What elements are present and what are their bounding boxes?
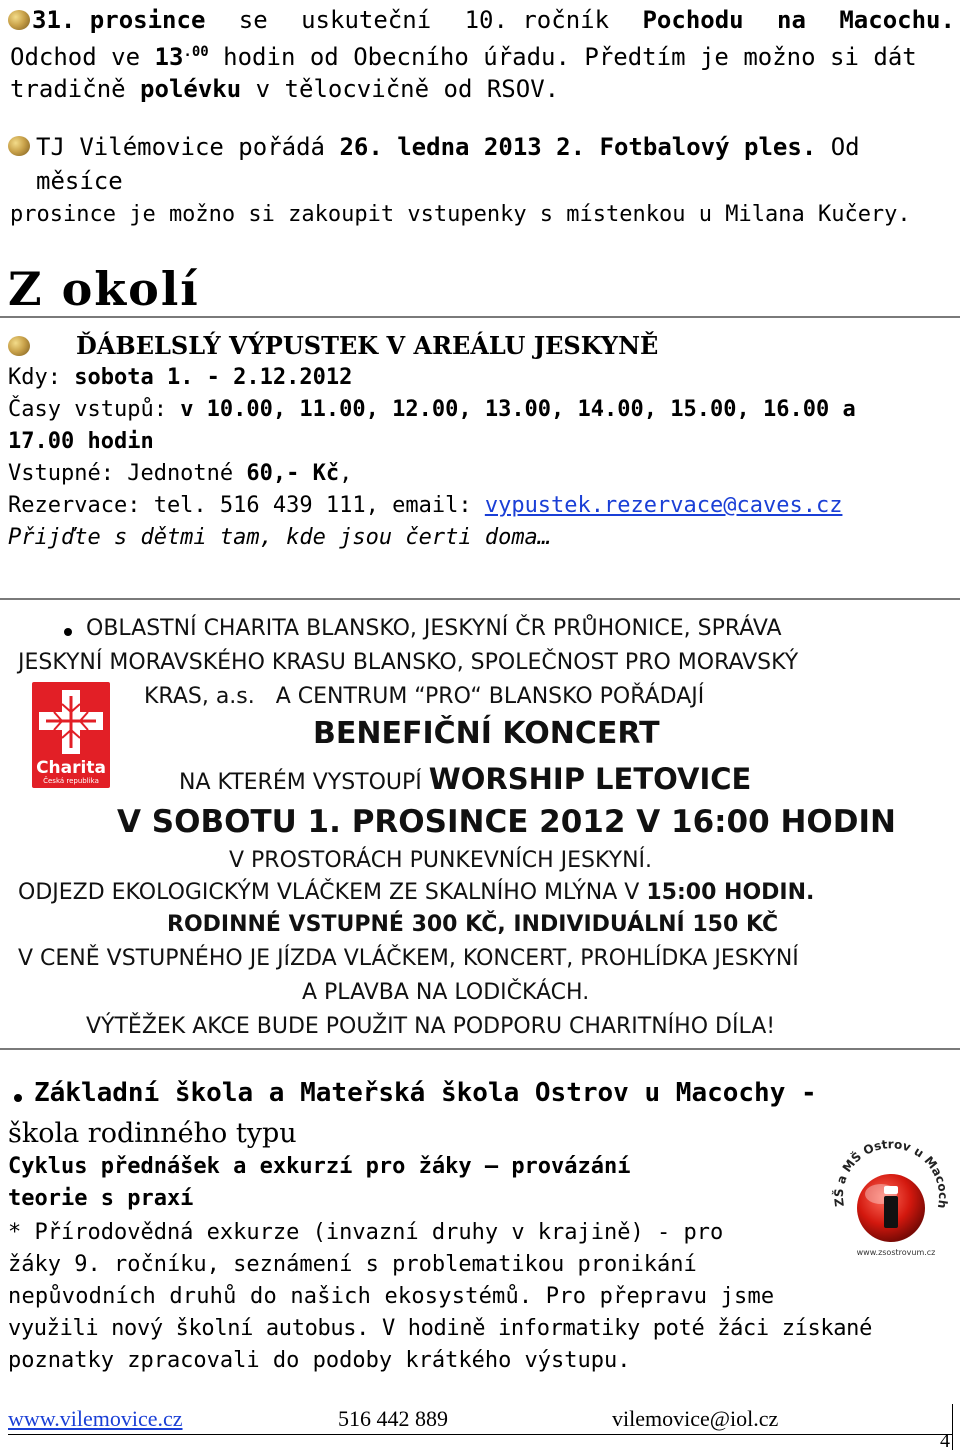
event-ples-line1: TJ Vilémovice pořádá 26. ledna 2013 2. Fotbalový ples. Od měsíce: [36, 133, 860, 195]
charita-line9: RODINNÉ VSTUPNÉ 300 KČ, INDIVIDUÁLNÍ 150 KČ: [167, 912, 779, 937]
skola-p1: * Přírodovědná exkurze (invazní druhy v krajině) - pro: [8, 1220, 724, 1245]
bullet-ball-icon: [8, 136, 30, 156]
charita-line7: V PROSTORÁCH PUNKEVNÍCH JESKYNÍ.: [229, 848, 653, 873]
vypustek-casy-cont: 17.00 hodin: [8, 429, 154, 454]
footer-email: vilemovice@iol.cz: [612, 1406, 779, 1431]
footer: [8, 1404, 958, 1450]
charita-logo-sub: Česká republika: [43, 777, 99, 785]
vypustek-email-link[interactable]: vypustek.rezervace@caves.cz: [484, 493, 843, 518]
event-pochod-line1: 31. prosince se uskuteční 10. ročník Pochodu na Macochu.: [32, 6, 955, 34]
charita-divider: [0, 1048, 960, 1050]
event-pochod: [10, 4, 955, 105]
vypustek-casy: Časy vstupů: v 10.00, 11.00, 12.00, 13.00, 14.00, 15.00, 16.00 a: [8, 397, 856, 422]
skola-logo-graphic: [826, 1136, 956, 1262]
event-pochod-line3: tradičně polévku v tělocvičně od RSOV.: [10, 75, 560, 103]
footer-divider: [8, 1434, 952, 1435]
vypustek-kdy: Kdy: sobota 1. - 2.12.2012: [8, 365, 353, 390]
charita-line3: KRAS, a.s. A CENTRUM “PRO“ BLANSKO POŘÁDAJÍ: [144, 684, 705, 709]
section-heading-z-okoli: Z okolí: [8, 262, 200, 316]
skola-p3: nepůvodních druhů do našich ekosystémů. Pro přepravu jsme: [8, 1284, 775, 1309]
vypustek-divider: [0, 598, 960, 600]
skola-title2: škola rodinného typu: [8, 1118, 297, 1149]
skola-title1: Základní škola a Mateřská škola Ostrov u Macochy -: [34, 1078, 817, 1108]
vypustek-block: [8, 330, 958, 554]
vypustek-motto: Přijďte s dětmi tam, kde jsou čerti doma…: [8, 525, 552, 550]
skola-sub2: teorie s praxí: [8, 1186, 194, 1211]
vypustek-title: ĎÁBELSLÝ VÝPUSTEK V AREÁLU JESKYNĚ: [76, 331, 659, 360]
charita-line1: OBLASTNÍ CHARITA BLANSKO, JESKYNÍ ČR PRŮHONICE, SPRÁVA: [86, 616, 782, 641]
charita-title: BENEFIČNÍ KONCERT: [313, 716, 660, 751]
footer-phone: 516 442 889: [338, 1406, 448, 1431]
section-divider: [0, 316, 960, 318]
footer-right-rule: [952, 1404, 953, 1450]
skola-logo-ring-text: ZŠ a MŠ Ostrov u Macoch: [831, 1137, 951, 1210]
event-pochod-line2: Odchod ve $13^{.00}$ hodin od Obecního úřadu. Předtím je možno si dát: [10, 43, 917, 71]
skola-sub1: Cyklus přednášek a exkurzí pro žáky – provázání: [8, 1154, 631, 1179]
event-ples-line2: prosince je možno si zakoupit vstupenky s místenkou u Milana Kučery.: [10, 202, 911, 227]
skola-logo: [826, 1136, 956, 1262]
vypustek-rezervace: Rezervace: tel. 516 439 111, email: vypustek.rezervace@caves.cz: [8, 493, 843, 518]
page-number: 4: [940, 1430, 950, 1452]
charita-line12: VÝTĚŽEK AKCE BUDE POUŽIT NA PODPORU CHARITNÍHO DÍLA!: [86, 1014, 776, 1039]
charita-cross-icon: [32, 682, 110, 762]
vypustek-vstupne: Vstupné: Jednotné 60,- Kč,: [8, 461, 353, 486]
skola-p5: poznatky zpracovali do podoby krátkého výstupu.: [8, 1348, 631, 1373]
skola-p2: žáky 9. ročníku, seznámení s problematikou pronikání: [8, 1252, 697, 1277]
charita-line10: V CENĚ VSTUPNÉHO JE JÍZDA VLÁČKEM, KONCERT, PROHLÍDKA JESKYNÍ: [18, 946, 799, 971]
charita-line11: A PLAVBA NA LODIČKÁCH.: [302, 980, 590, 1005]
charita-line8: ODJEZD EKOLOGICKÝM VLÁČKEM ZE SKALNÍHO MLÝNA V 15:00 HODIN.: [18, 880, 815, 905]
skola-p4: využili nový školní autobus. V hodině informatiky poté žáci získané: [8, 1316, 872, 1341]
bullet-dot-icon: [14, 1094, 22, 1102]
event-ples: [10, 130, 955, 232]
charita-logo: [32, 682, 110, 788]
charita-date: V SOBOTU 1. PROSINCE 2012 V 16:00 HODIN: [117, 804, 896, 840]
bullet-ball-icon: [8, 336, 30, 356]
footer-web-link[interactable]: www.vilemovice.cz: [8, 1406, 183, 1431]
charita-logo-word: Charita: [36, 758, 106, 778]
bullet-dot-icon: [64, 628, 72, 636]
charita-line2: JESKYNÍ MORAVSKÉHO KRASU BLANSKO, SPOLEČNOST PRO MORAVSKÝ: [18, 650, 799, 675]
charita-line5: NA KTERÉM VYSTOUPÍ WORSHIP LETOVICE: [179, 762, 752, 796]
skola-logo-url: www.zsostrovum.cz: [856, 1248, 936, 1257]
